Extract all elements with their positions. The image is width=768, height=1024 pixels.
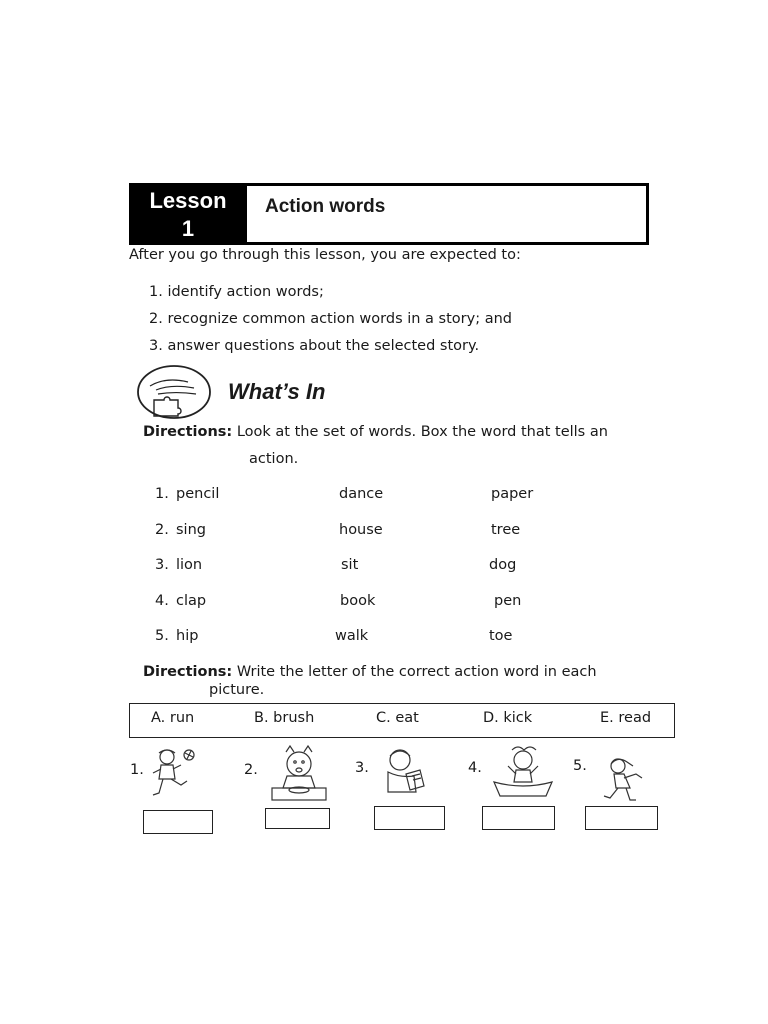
word-option[interactable]: dance <box>339 486 384 502</box>
directions-text: Write the letter of the correct action word in each <box>236 664 597 680</box>
child-eating-icon <box>268 744 330 802</box>
directions-2-continued: picture. <box>209 682 265 698</box>
choice-item: E. read <box>600 710 652 726</box>
word-option[interactable]: dog <box>489 557 517 573</box>
word-option[interactable]: lion <box>176 557 203 573</box>
word-option[interactable]: pencil <box>176 486 220 502</box>
directions-label: Directions: <box>143 424 233 440</box>
objective-number: 1. <box>149 284 163 300</box>
child-kicking-ball-icon <box>145 747 197 801</box>
answer-box-1[interactable] <box>143 810 213 834</box>
objective-1 <box>149 284 324 300</box>
objective-text: answer questions about the selected story. <box>167 338 480 354</box>
objective-text: identify action words; <box>167 284 324 300</box>
answer-box-4[interactable] <box>482 806 555 830</box>
word-set-number: 1. <box>155 486 169 502</box>
picture-number: 3. <box>355 760 369 776</box>
word-option[interactable]: hip <box>176 628 199 644</box>
lesson-title: Action words <box>265 196 386 217</box>
word-option[interactable]: walk <box>335 628 369 644</box>
answer-box-5[interactable] <box>585 806 658 830</box>
word-set-number: 2. <box>155 522 169 538</box>
child-running-icon <box>598 756 648 806</box>
directions-1 <box>143 424 608 440</box>
word-set-number: 5. <box>155 628 169 644</box>
objective-number: 3. <box>149 338 163 354</box>
objective-3 <box>149 338 479 354</box>
objective-number: 2. <box>149 311 163 327</box>
child-reading-icon <box>376 746 430 798</box>
whats-in-heading: What’s In <box>228 379 326 404</box>
word-option[interactable]: toe <box>489 628 513 644</box>
choice-item: D. kick <box>483 710 533 726</box>
puzzle-hand-icon <box>136 364 212 420</box>
picture-number: 2. <box>244 762 258 778</box>
answer-box-3[interactable] <box>374 806 445 830</box>
picture-number: 4. <box>468 760 482 776</box>
lesson-label-line1: Lesson <box>149 188 227 213</box>
word-set-number: 4. <box>155 593 169 609</box>
word-option[interactable]: sit <box>341 557 359 573</box>
directions-1-continued: action. <box>249 451 299 467</box>
word-option[interactable]: clap <box>176 593 207 609</box>
directions-label: Directions: <box>143 664 233 680</box>
picture-number: 1. <box>130 762 144 778</box>
word-option[interactable]: house <box>339 522 383 538</box>
choice-item: B. brush <box>254 710 315 726</box>
choice-item: C. eat <box>376 710 419 726</box>
word-set-number: 3. <box>155 557 169 573</box>
word-option[interactable]: tree <box>491 522 521 538</box>
child-brushing-icon <box>490 744 556 800</box>
word-option[interactable]: paper <box>491 486 534 502</box>
lesson-label-line2: 1 <box>181 216 195 241</box>
word-option[interactable]: sing <box>176 522 206 538</box>
objective-2 <box>149 311 512 327</box>
word-option[interactable]: pen <box>494 593 522 609</box>
choice-item: A. run <box>151 710 195 726</box>
objective-text: recognize common action words in a story; and <box>167 311 512 327</box>
directions-text: Look at the set of words. Box the word that tells an <box>236 424 608 440</box>
intro-text: After you go through this lesson, you are expected to: <box>129 247 521 263</box>
word-option[interactable]: book <box>340 593 376 609</box>
lesson-label <box>129 183 247 245</box>
answer-box-2[interactable] <box>265 808 330 829</box>
picture-number: 5. <box>573 758 587 774</box>
directions-2 <box>143 664 597 680</box>
